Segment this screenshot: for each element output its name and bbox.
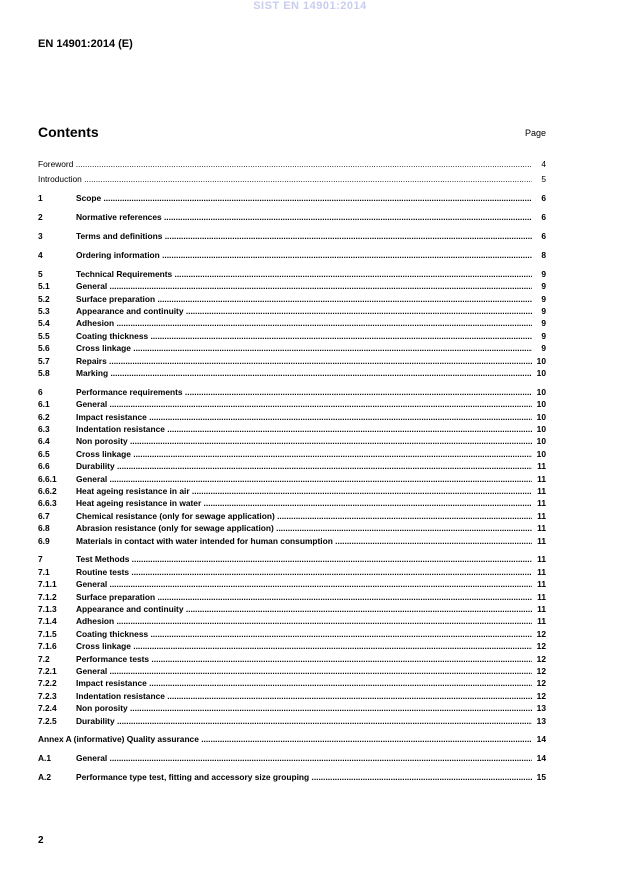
- toc-entry-page: 11: [537, 591, 546, 602]
- toc-entry-title: Non porosity .....: [76, 435, 532, 447]
- toc-entry-number: 6.1: [38, 399, 50, 410]
- toc-entry[interactable]: [38, 411, 546, 423]
- toc-entry-title: Appearance and continuity .....: [76, 603, 532, 615]
- toc-entry[interactable]: [38, 293, 546, 305]
- toc-entry-page: 11: [537, 523, 546, 534]
- toc-entry-title: Surface preparation .....: [76, 591, 532, 603]
- toc-entry-page: 12: [536, 678, 546, 689]
- toc-entry-title: Coating thickness .....: [76, 628, 532, 640]
- toc-entry-number: 6: [38, 386, 43, 397]
- toc-entry[interactable]: [38, 640, 546, 652]
- toc-entry-number: 6.8: [38, 523, 50, 534]
- toc-entry-title: Performance type test, fitting and accessory size grouping .....: [76, 771, 532, 783]
- toc-entry-number: 7.2: [38, 653, 50, 664]
- toc-entry-number: 7: [38, 554, 43, 565]
- toc-entry[interactable]: [38, 305, 546, 317]
- toc-entry-page: 10: [536, 386, 546, 397]
- toc-entry[interactable]: [38, 733, 546, 745]
- toc-entry-number: 5.3: [38, 306, 50, 317]
- toc-entry-number: 1: [38, 193, 43, 204]
- toc-entry-number: 6.6.2: [38, 485, 57, 496]
- toc-entry-title: General .....: [76, 665, 532, 677]
- toc-entry-title: Performance requirements .....: [76, 386, 532, 398]
- toc-entry-title: Non porosity .....: [76, 702, 532, 714]
- toc-entry-page: 11: [537, 579, 546, 590]
- toc-entry-number: 5.8: [38, 367, 50, 378]
- toc-entry-page: 10: [536, 411, 546, 422]
- watermark: SIST EN 14901:2014: [253, 0, 367, 12]
- toc-entry[interactable]: [38, 211, 546, 223]
- toc-entry-page: 9: [541, 281, 546, 292]
- toc-entry-page: 11: [537, 498, 546, 509]
- toc-entry-title: Indentation resistance .....: [76, 690, 532, 702]
- toc-entry[interactable]: [38, 522, 546, 534]
- toc-entry[interactable]: [38, 249, 546, 261]
- toc-entry-title: Impact resistance .....: [76, 677, 532, 689]
- page-column-label: Page: [524, 128, 546, 138]
- toc-entry-number: 5.1: [38, 281, 50, 292]
- toc-entry-number: 7.1.5: [38, 628, 57, 639]
- toc-entry-number: 5.2: [38, 293, 50, 304]
- toc-entry-page: 14: [536, 753, 546, 764]
- toc-entry-number: 7.1.4: [38, 616, 57, 627]
- toc-entry-title: Heat ageing resistance in water .....: [76, 497, 532, 509]
- toc-entry-page: 12: [536, 628, 546, 639]
- page-number: 2: [38, 835, 44, 846]
- toc-entry-page: 9: [541, 318, 546, 329]
- toc-entry-title: General .....: [76, 578, 532, 590]
- toc-entry-title: Heat ageing resistance in air .....: [76, 485, 532, 497]
- toc-entry[interactable]: [38, 192, 546, 204]
- toc-entry-number: 7.1.1: [38, 579, 57, 590]
- toc-entry-title: General .....: [76, 473, 532, 485]
- toc-entry[interactable]: [38, 448, 546, 460]
- toc-entry-title: Introduction .....: [38, 173, 532, 185]
- contents-title: Contents: [38, 124, 99, 140]
- toc-entry[interactable]: [38, 566, 546, 578]
- toc-entry-page: 11: [537, 616, 546, 627]
- toc-entry-page: 12: [536, 641, 546, 652]
- toc-entry-title: Ordering information .....: [76, 249, 532, 261]
- toc-entry-number: 3: [38, 231, 43, 242]
- toc-entry-title: Cross linkage .....: [76, 448, 532, 460]
- toc-entry-number: 6.6.3: [38, 498, 57, 509]
- toc-entry-number: 5.7: [38, 355, 50, 366]
- toc-entry-title: Performance tests .....: [76, 653, 532, 665]
- toc-entry-page: 11: [537, 473, 546, 484]
- toc-entry-number: 7.2.3: [38, 690, 57, 701]
- toc-entry-page: 10: [536, 355, 546, 366]
- toc-entry-number: 6.6.1: [38, 473, 57, 484]
- toc-entry-page: 6: [541, 212, 546, 223]
- toc-entry-number: 5.6: [38, 343, 50, 354]
- toc-entry-title: General .....: [76, 280, 532, 292]
- toc-entry-title: Adhesion .....: [76, 317, 532, 329]
- toc-entry[interactable]: [38, 268, 546, 280]
- toc-entry-page: 11: [537, 485, 546, 496]
- toc-entry-number: 7.2.1: [38, 665, 57, 676]
- toc-entry-title: Abrasion resistance (only for sewage application) .....: [76, 522, 532, 534]
- toc-entry-page: 11: [537, 566, 546, 577]
- toc-entry-title: Impact resistance .....: [76, 411, 532, 423]
- toc-entry[interactable]: [38, 510, 546, 522]
- toc-entry-title: Repairs .....: [76, 355, 532, 367]
- toc-entry-page: 9: [541, 306, 546, 317]
- toc-entry-title: Adhesion .....: [76, 615, 532, 627]
- toc-entry[interactable]: [38, 230, 546, 242]
- toc-entry-page: 8: [541, 249, 546, 260]
- toc-entry[interactable]: [38, 173, 546, 185]
- toc-entry[interactable]: [38, 330, 546, 342]
- toc-entry-page: 10: [536, 399, 546, 410]
- toc-entry-title: General .....: [76, 398, 532, 410]
- toc-entry-page: 12: [536, 665, 546, 676]
- toc-entry-number: 6.2: [38, 411, 50, 422]
- toc-entry[interactable]: [38, 398, 546, 410]
- toc-entry[interactable]: [38, 460, 546, 472]
- toc-entry[interactable]: [38, 702, 546, 714]
- toc-entry-title: Cross linkage .....: [76, 342, 532, 354]
- toc-entry-page: 14: [536, 734, 546, 745]
- toc-entry-number: A.2: [38, 772, 52, 783]
- toc-entry-page: 10: [536, 367, 546, 378]
- toc-entry[interactable]: [38, 578, 546, 590]
- toc-entry[interactable]: [38, 591, 546, 603]
- toc-entry-number: 4: [38, 249, 43, 260]
- toc-entry[interactable]: [38, 665, 546, 677]
- toc-entry-number: 7.1: [38, 566, 50, 577]
- toc-entry[interactable]: [38, 473, 546, 485]
- toc-entry-title: Surface preparation .....: [76, 293, 532, 305]
- toc-entry[interactable]: [38, 280, 546, 292]
- toc-entry-title: Terms and definitions .....: [76, 230, 532, 242]
- toc-entry-page: 4: [541, 159, 546, 169]
- toc-entry-number: 7.2.2: [38, 678, 57, 689]
- toc-entry[interactable]: [38, 497, 546, 509]
- toc-entry-page: 9: [541, 343, 546, 354]
- toc-entry-number: 6.9: [38, 535, 50, 546]
- toc-entry-page: 12: [536, 690, 546, 701]
- table-of-contents: [38, 158, 546, 784]
- toc-entry[interactable]: [38, 342, 546, 354]
- toc-entry[interactable]: [38, 690, 546, 702]
- toc-entry-page: 9: [541, 268, 546, 279]
- toc-entry-number: 5.5: [38, 330, 50, 341]
- toc-entry-page: 10: [536, 424, 546, 435]
- toc-entry-number: 2: [38, 212, 43, 223]
- toc-entry[interactable]: [38, 355, 546, 367]
- toc-entry-number: A.1: [38, 753, 52, 764]
- toc-entry-number: 7.2.5: [38, 715, 57, 726]
- toc-entry-page: 10: [536, 436, 546, 447]
- toc-entry-title: Chemical resistance (only for sewage application) .....: [76, 510, 532, 522]
- toc-entry-number: 6.3: [38, 424, 50, 435]
- toc-entry[interactable]: [38, 677, 546, 689]
- toc-entry-page: 11: [537, 510, 546, 521]
- toc-entry-title: Materials in contact with water intended for human consumption .....: [76, 535, 532, 547]
- toc-entry-title: Normative references .....: [76, 211, 532, 223]
- toc-entry-number: 7.2.4: [38, 703, 57, 714]
- toc-entry[interactable]: [38, 752, 546, 764]
- toc-entry-page: 10: [536, 448, 546, 459]
- toc-entry-page: 6: [541, 231, 546, 242]
- toc-entry-title: Indentation resistance .....: [76, 423, 532, 435]
- toc-entry[interactable]: [38, 367, 546, 379]
- toc-entry-title: Durability .....: [76, 715, 532, 727]
- toc-entry-page: 9: [541, 330, 546, 341]
- toc-entry-number: 5.4: [38, 318, 50, 329]
- toc-entry-title: Test Methods .....: [76, 553, 532, 565]
- toc-entry-page: 11: [537, 461, 546, 472]
- toc-entry-title: Marking .....: [76, 367, 532, 379]
- toc-entry-number: 7.1.2: [38, 591, 57, 602]
- toc-entry-page: 5: [541, 174, 546, 185]
- toc-entry-number: 6.4: [38, 436, 50, 447]
- toc-entry-number: 7.1.6: [38, 641, 57, 652]
- toc-entry[interactable]: [38, 653, 546, 665]
- toc-entry-title: Cross linkage .....: [76, 640, 532, 652]
- toc-entry[interactable]: [38, 771, 546, 783]
- toc-entry-page: 11: [537, 604, 546, 614]
- toc-entry-number: 7.1.3: [38, 604, 57, 614]
- toc-entry-title: Technical Requirements .....: [76, 268, 532, 280]
- toc-entry[interactable]: [38, 317, 546, 329]
- toc-entry[interactable]: [38, 435, 546, 447]
- toc-entry-title: Annex A (informative) Quality assurance .....: [38, 733, 532, 745]
- document-id: EN 14901:2014 (E): [38, 38, 133, 50]
- toc-entry-page: 13: [536, 703, 546, 714]
- toc-entry[interactable]: [38, 715, 546, 727]
- toc-entry[interactable]: [38, 628, 546, 640]
- toc-entry-page: 13: [536, 715, 546, 726]
- toc-entry[interactable]: [38, 603, 546, 615]
- toc-entry-page: 15: [536, 772, 546, 783]
- toc-entry-page: 11: [537, 554, 546, 565]
- toc-entry-number: 6.5: [38, 448, 50, 459]
- toc-entry-number: 5: [38, 268, 43, 279]
- toc-entry-page: 12: [536, 653, 546, 664]
- toc-entry-title: General .....: [76, 752, 532, 764]
- toc-entry-title: Routine tests .....: [76, 566, 532, 578]
- toc-entry-title: Appearance and continuity .....: [76, 305, 532, 317]
- toc-entry-page: 6: [541, 193, 546, 204]
- toc-entry[interactable]: [38, 485, 546, 497]
- toc-entry-title: Foreword .....: [38, 158, 532, 170]
- toc-entry-title: Durability .....: [76, 460, 532, 472]
- toc-entry-page: 11: [537, 535, 546, 546]
- toc-entry[interactable]: [38, 553, 546, 565]
- toc-entry-title: Coating thickness .....: [76, 330, 532, 342]
- toc-entry[interactable]: [38, 386, 546, 398]
- toc-entry[interactable]: [38, 535, 546, 547]
- toc-entry-title: Scope .....: [76, 192, 532, 204]
- toc-entry[interactable]: [38, 158, 546, 170]
- toc-entry-number: 6.6: [38, 461, 50, 472]
- toc-entry-page: 9: [541, 293, 546, 304]
- toc-entry-number: 6.7: [38, 510, 50, 521]
- toc-entry[interactable]: [38, 615, 546, 627]
- toc-entry[interactable]: [38, 423, 546, 435]
